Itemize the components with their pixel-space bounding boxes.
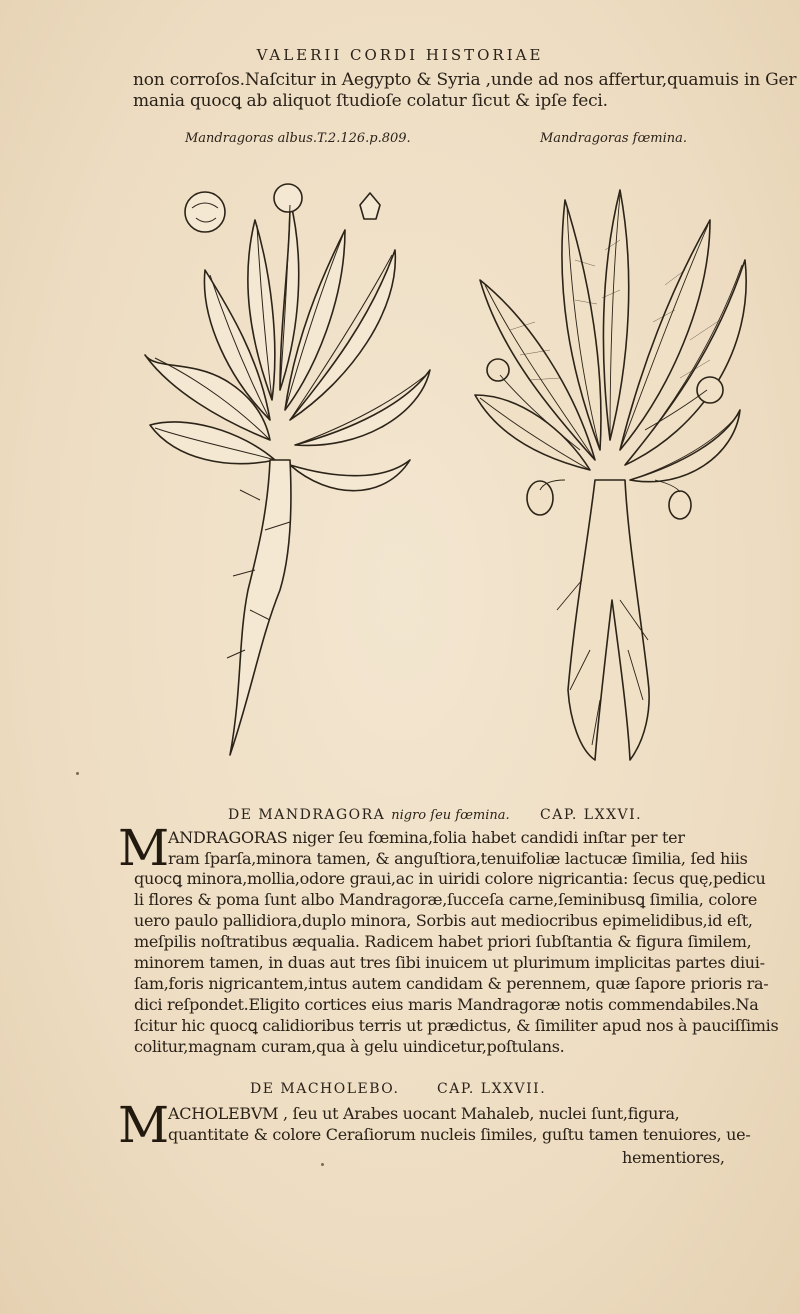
- white-mandrake-woodcut: [130, 170, 440, 770]
- ink-speck: [76, 772, 79, 775]
- chapter-76-line: dici reſpondet.Eligito cortices eius maris Mandragoræ notis commendabiles.Na: [134, 995, 759, 1014]
- female-mandrake-woodcut: [470, 180, 760, 780]
- chapter-76-line: li flores & poma ſunt albo Mandragoræ,ſucceſa carne,ſeminibusꝗ ſimilia, colore: [134, 890, 757, 909]
- top-text-line-2: mania quocꝗ ab aliquot ſtudioſe colatur ſicut & ipſe feci.: [133, 91, 608, 111]
- ink-speck: [321, 1163, 324, 1166]
- chapter-76-drop-cap: M: [118, 819, 170, 877]
- chapter-76-title: DE MANDRAGORA: [228, 807, 386, 823]
- chapter-77-line: hementiores,: [622, 1148, 725, 1167]
- chapter-76-line: meſpilis noſtratibus æqualia. Radicem habet priori ſubſtantia & figura ſimilem,: [134, 932, 752, 951]
- chapter-76-line: ſam,foris nigricantem,intus autem candidam & perennem, quæ ſapore prioris ra-: [134, 974, 769, 993]
- chapter-77-title: DE MACHOLEBO.: [250, 1081, 400, 1097]
- chapter-76-line: colitur,magnam curam,qua à gelu uindicetur,poſtulans.: [134, 1037, 565, 1056]
- top-text-line-1: non corroſos.Naſcitur in Aegypto & Syria ,unde ad nos affertur,quamuis in Ger: [133, 70, 797, 90]
- chapter-76-title-italic: nigro ſeu fœmina.: [391, 808, 510, 823]
- left-figure-caption: Mandragoras albus.T.2.126.p.809.: [185, 131, 411, 146]
- chapter-76-heading: [228, 807, 510, 823]
- chapter-76-line: ANDRAGORAS niger ſeu fœmina,folia habet candidi inſtar per ter: [168, 828, 685, 847]
- chapter-76-line: uero paulo pallidiora,duplo minora, Sorbis aut mediocribus epimelidibus,id eſt,: [134, 911, 753, 930]
- chapter-77-number: CAP. LXXVII.: [437, 1081, 547, 1097]
- chapter-76-line: minorem tamen, in duas aut tres ſibi inuicem ut plurimum implicitas partes diui-: [134, 953, 765, 972]
- chapter-76-line: ſcitur hic quocꝗ calidioribus terris ut prædictus, & ſimiliter apud nos à pauciſſimis: [134, 1016, 779, 1035]
- chapter-76-line: ram ſparſa,minora tamen, & anguſtiora,tenuifoliæ lactucæ ſimilia, ſed hiis: [168, 849, 748, 868]
- chapter-76-number: CAP. LXXVI.: [540, 807, 643, 823]
- chapter-77-line: ACHOLEBVM , ſeu ut Arabes uocant Mahaleb, nuclei ſunt,figura,: [168, 1104, 680, 1123]
- chapter-77-line: quantitate & colore Ceraſiorum nucleis ſimiles, guſtu tamen tenuiores, ue-: [168, 1125, 751, 1144]
- running-head: VALERII CORDI HISTORIAE: [256, 46, 544, 64]
- chapter-76-line: quocꝗ minora,mollia,odore graui,ac in uiridi colore nigricantia: ſecus quę,pedicu: [134, 869, 766, 888]
- right-figure-caption: Mandragoras fœmina.: [540, 131, 688, 146]
- chapter-77-drop-cap: M: [118, 1096, 170, 1154]
